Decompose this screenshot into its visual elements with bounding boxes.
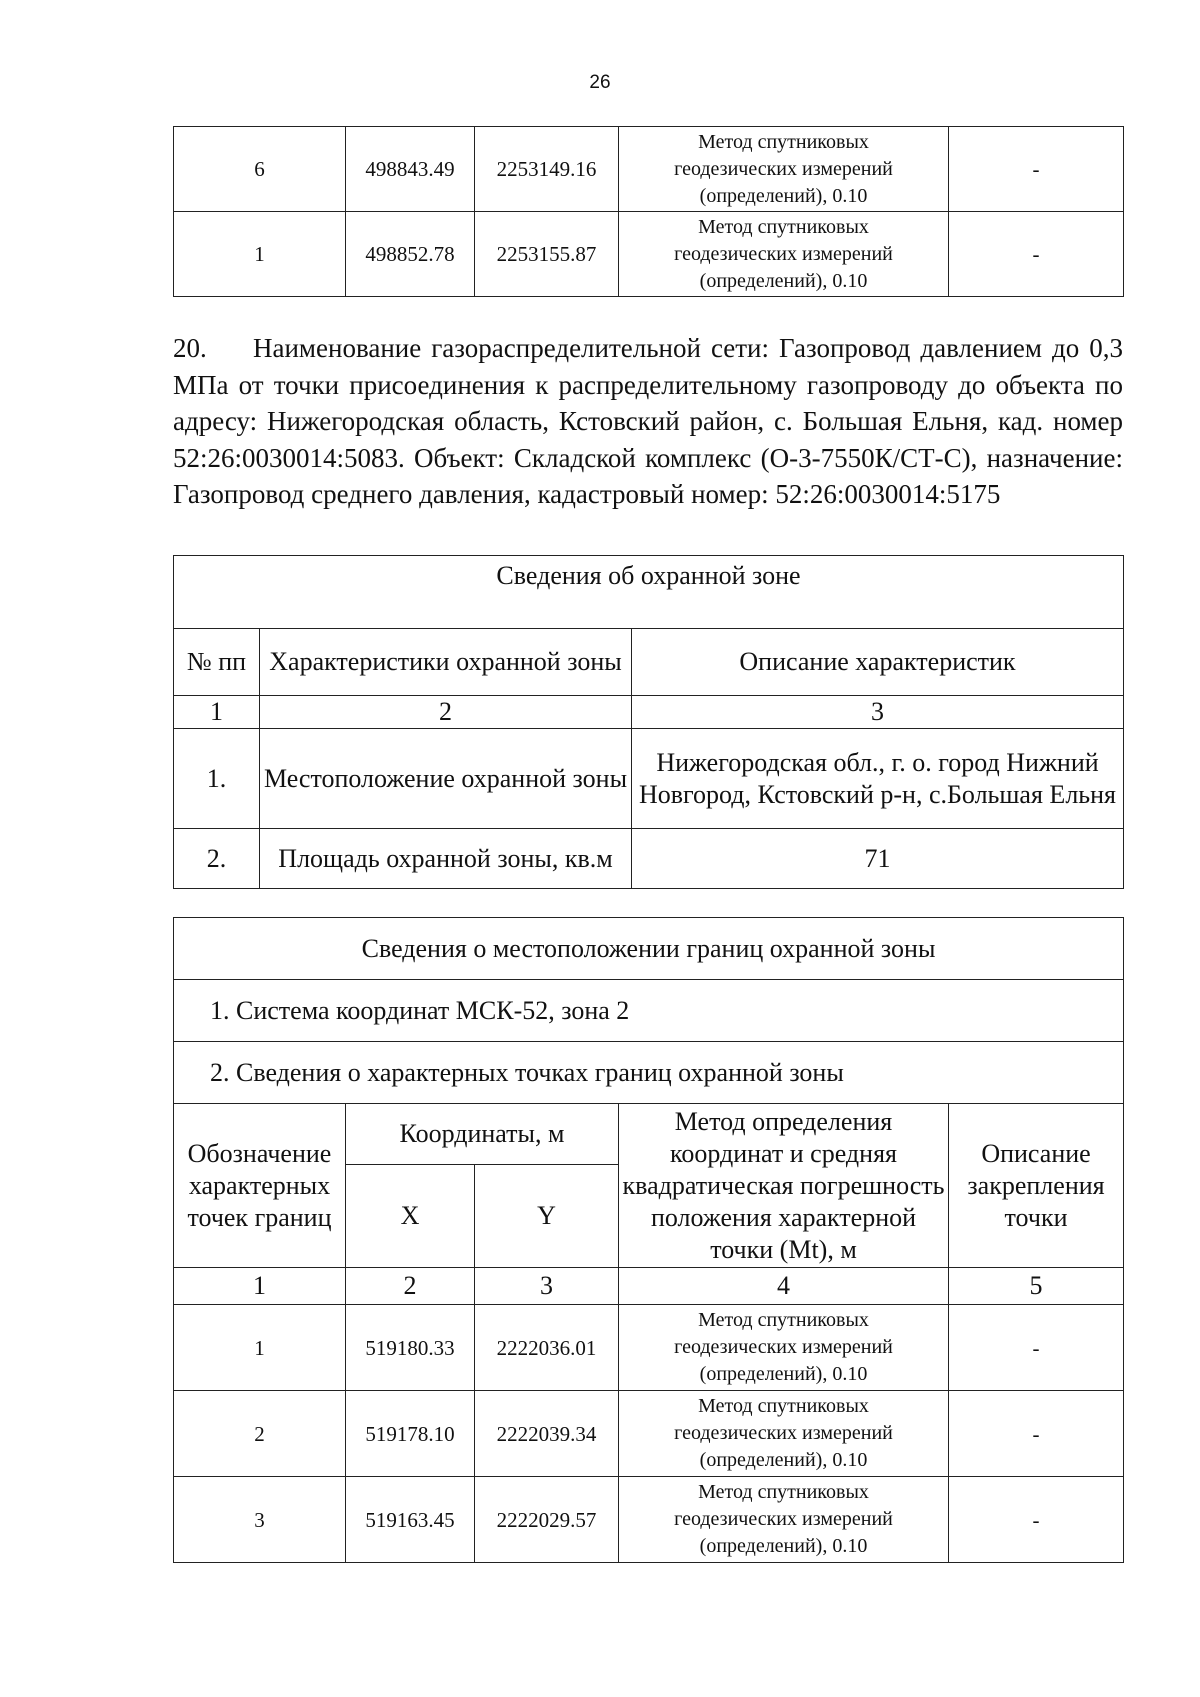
- header-y: Y: [475, 1165, 619, 1268]
- coord-y: 2253155.87: [475, 212, 619, 297]
- method-cell: Метод спутниковых геодезических измерений (определений), 0.10: [619, 127, 949, 212]
- fixing-description: -: [949, 212, 1124, 297]
- protection-zone-table: [173, 555, 1124, 889]
- point-number: 1: [174, 1305, 346, 1391]
- table-row: [174, 212, 1124, 297]
- column-number: 1: [174, 696, 260, 729]
- method-cell: Метод спутниковых геодезических измерений (определений), 0.10: [619, 1305, 949, 1391]
- column-number: 2: [346, 1268, 475, 1305]
- row-number: 1.: [174, 729, 260, 829]
- fixing-description: -: [949, 1477, 1124, 1563]
- column-number: 3: [475, 1268, 619, 1305]
- points-heading: 2. Сведения о характерных точках границ охранной зоны: [174, 1042, 1124, 1104]
- table-row: [174, 1305, 1124, 1391]
- point-number: 1: [174, 212, 346, 297]
- column-number: 5: [949, 1268, 1124, 1305]
- point-number: 6: [174, 127, 346, 212]
- row-number: 2.: [174, 829, 260, 889]
- table-row: [174, 127, 1124, 212]
- fixing-description: -: [949, 127, 1124, 212]
- method-cell: Метод спутниковых геодезических измерений (определений), 0.10: [619, 1477, 949, 1563]
- coord-x: 498843.49: [346, 127, 475, 212]
- header-fixing: Описание закрепления точки: [949, 1104, 1124, 1268]
- method-cell: Метод спутниковых геодезических измерений (определений), 0.10: [619, 212, 949, 297]
- coord-x: 498852.78: [346, 212, 475, 297]
- coord-y: 2222036.01: [475, 1305, 619, 1391]
- column-number: 4: [619, 1268, 949, 1305]
- paragraph-text: Наименование газораспределительной сети: Газопровод давлением до 0,3 МПа от точки присоединения к распределительному газопроводу до объекта по адресу: Нижегородская область, Кстовский район, с. Большая Ельня, кад. номер 52:26:0030014:5083. Объект: Складской комплекс (О-3-7550К/СТ-С), назначение: Газопровод среднего давления, кадастровый номер: 52:26:0030014:5175: [173, 333, 1123, 509]
- paragraph-number: 20.: [173, 333, 207, 363]
- point-number: 2: [174, 1391, 346, 1477]
- description-cell: 71: [632, 829, 1124, 889]
- table-row: [174, 729, 1124, 829]
- table-row: [174, 1477, 1124, 1563]
- coordinate-system: 1. Система координат МСК-52, зона 2: [174, 980, 1124, 1042]
- column-number: 1: [174, 1268, 346, 1305]
- header-designation: Обозначение характерных точек границ: [174, 1104, 346, 1268]
- coord-x: 519178.10: [346, 1391, 475, 1477]
- table-row: [174, 829, 1124, 889]
- method-cell: Метод спутниковых геодезических измерений (определений), 0.10: [619, 1391, 949, 1477]
- characteristic-cell: Местоположение охранной зоны: [260, 729, 632, 829]
- coord-y: 2222029.57: [475, 1477, 619, 1563]
- header-description: Описание характеристик: [632, 629, 1124, 696]
- bounds-table-title: Сведения о местоположении границ охранной зоны: [174, 918, 1124, 980]
- coord-x: 519163.45: [346, 1477, 475, 1563]
- description-cell: Нижегородская обл., г. о. город Нижний Новгород, Кстовский р-н, с.Большая Ельня: [632, 729, 1124, 829]
- characteristic-cell: Площадь охранной зоны, кв.м: [260, 829, 632, 889]
- header-coordinates: Координаты, м: [346, 1104, 619, 1165]
- column-number: 3: [632, 696, 1124, 729]
- coord-x: 519180.33: [346, 1305, 475, 1391]
- header-method: Метод определения координат и средняя квадратическая погрешность положения характерной точки (Mt), м: [619, 1104, 949, 1268]
- point-number: 3: [174, 1477, 346, 1563]
- zone-table-title: Сведения об охранной зоне: [174, 556, 1124, 629]
- network-description-paragraph: [173, 330, 1123, 513]
- fixing-description: -: [949, 1305, 1124, 1391]
- page-number: 26: [589, 72, 611, 93]
- table-row: [174, 1391, 1124, 1477]
- coord-y: 2253149.16: [475, 127, 619, 212]
- zone-boundaries-table: [173, 917, 1124, 1563]
- fixing-description: -: [949, 1391, 1124, 1477]
- header-x: X: [346, 1165, 475, 1268]
- coord-y: 2222039.34: [475, 1391, 619, 1477]
- header-characteristic: Характеристики охранной зоны: [260, 629, 632, 696]
- coordinates-table-continued: [173, 126, 1124, 297]
- column-number: 2: [260, 696, 632, 729]
- header-number: № пп: [174, 629, 260, 696]
